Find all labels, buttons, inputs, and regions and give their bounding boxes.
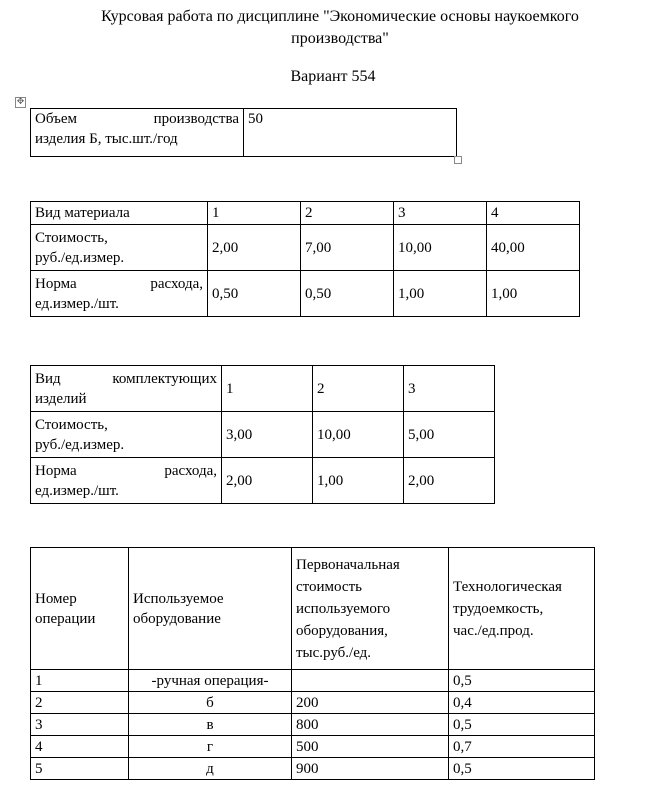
op-labor[interactable]: 0,7 [449,736,595,758]
table-row [31,692,595,714]
op-cost[interactable]: 500 [292,736,449,758]
materials-norm-2[interactable]: 0,50 [301,271,394,317]
title-line-1: Курсовая работа по дисциплине "Экономические основы наукоемкого [101,8,579,25]
cost-header-line-2: стоимость [296,578,362,595]
materials-col-1[interactable]: 1 [208,202,301,225]
op-number[interactable]: 5 [31,758,129,780]
components-cost-2[interactable]: 10,00 [313,412,404,458]
components-col-3[interactable]: 3 [404,366,495,412]
table-row [31,109,457,157]
op-number[interactable]: 4 [31,736,129,758]
materials-norm-word-1: Норма [35,275,77,292]
table-row [31,670,595,692]
materials-cost-label-1: Стоимость, [35,229,108,246]
eq-header-line-2: оборудование [133,610,221,627]
table-move-handle-icon[interactable]: ✥ [16,97,25,107]
op-equipment[interactable]: г [129,736,292,758]
variant-label: Вариант 554 [290,68,376,85]
op-labor[interactable]: 0,4 [449,692,595,714]
components-col-2[interactable]: 2 [313,366,404,412]
table-resize-handle[interactable] [454,156,462,164]
materials-norm-3[interactable]: 1,00 [394,271,487,317]
components-table [30,365,495,504]
op-cost[interactable]: 800 [292,714,449,736]
materials-norm-word-2: расхода, [150,275,203,292]
table-row [31,736,595,758]
components-cost-label-2: руб./ед.измер. [35,436,125,453]
labor-header-line-3: час./ед.прод. [453,622,534,639]
components-norm-2[interactable]: 1,00 [313,458,404,504]
materials-cost-label[interactable] [31,225,208,271]
table-row [31,202,580,225]
op-cost[interactable]: 200 [292,692,449,714]
table-row [31,225,580,271]
materials-norm-1[interactable]: 0,50 [208,271,301,317]
components-header-word-1: Вид [35,370,61,387]
table-row [31,458,495,504]
components-header-cell[interactable] [31,366,222,412]
op-labor[interactable]: 0,5 [449,758,595,780]
op-header-line-2: операции [35,610,96,627]
table-row [31,758,595,780]
components-norm-word-2: расхода, [164,462,217,479]
materials-col-3[interactable]: 3 [394,202,487,225]
components-norm-word-1: Норма [35,462,77,479]
op-equipment[interactable]: д [129,758,292,780]
components-cost-1[interactable]: 3,00 [222,412,313,458]
volume-label-cell[interactable] [31,109,244,157]
operations-header-equipment[interactable] [129,548,292,670]
materials-cost-label-2: руб./ед.измер. [35,249,125,266]
volume-label-word-1: Объем [35,111,77,127]
materials-norm-label-2: ед.измер./шт. [35,295,119,312]
components-header-line-2: изделий [35,390,87,407]
operations-header-cost[interactable] [292,548,449,670]
table-row [31,366,495,412]
components-norm-3[interactable]: 2,00 [404,458,495,504]
op-labor[interactable]: 0,5 [449,670,595,692]
op-number[interactable]: 1 [31,670,129,692]
materials-cost-1[interactable]: 2,00 [208,225,301,271]
components-norm-label-2: ед.измер./шт. [35,482,119,499]
components-norm-1[interactable]: 2,00 [222,458,313,504]
materials-header-cell[interactable]: Вид материала [31,202,208,225]
op-header-line-1: Номер [35,590,77,607]
components-cost-3[interactable]: 5,00 [404,412,495,458]
materials-table [30,201,580,317]
components-norm-label[interactable] [31,458,222,504]
materials-col-4[interactable]: 4 [487,202,580,225]
components-header-word-2: комплектующих [112,370,217,387]
op-equipment[interactable]: в [129,714,292,736]
materials-norm-4[interactable]: 1,00 [487,271,580,317]
op-cost[interactable] [292,670,449,692]
table-row [31,271,580,317]
eq-header-line-1: Используемое [133,590,224,607]
op-cost[interactable]: 900 [292,758,449,780]
op-number[interactable]: 2 [31,692,129,714]
labor-header-line-1: Технологическая [453,578,562,595]
components-cost-label-1: Стоимость, [35,416,108,433]
table-row [31,714,595,736]
components-cost-label[interactable] [31,412,222,458]
labor-header-line-2: трудоемкость, [453,600,544,617]
table-row [31,412,495,458]
document-title [30,6,650,50]
materials-cost-2[interactable]: 7,00 [301,225,394,271]
cost-header-line-5: тыс.руб./ед. [296,644,372,661]
cost-header-line-3: используемого [296,600,391,617]
operations-header-number[interactable] [31,548,129,670]
op-equipment[interactable]: б [129,692,292,714]
volume-table [30,108,457,157]
op-number[interactable]: 3 [31,714,129,736]
operations-header-labor[interactable] [449,548,595,670]
materials-cost-4[interactable]: 40,00 [487,225,580,271]
cost-header-line-4: оборудования, [296,622,388,639]
op-equipment[interactable]: -ручная операция- [129,670,292,692]
volume-value-cell[interactable]: 50 [244,109,457,157]
materials-cost-3[interactable]: 10,00 [394,225,487,271]
op-labor[interactable]: 0,5 [449,714,595,736]
table-row [31,548,595,670]
materials-norm-label[interactable] [31,271,208,317]
cost-header-line-1: Первоначальная [296,556,400,573]
operations-table [30,547,595,780]
volume-label-line-2: изделия Б, тыс.шт./год [35,131,178,147]
components-col-1[interactable]: 1 [222,366,313,412]
materials-col-2[interactable]: 2 [301,202,394,225]
volume-label-word-2: производства [153,111,239,127]
title-line-2: производства" [291,30,389,47]
